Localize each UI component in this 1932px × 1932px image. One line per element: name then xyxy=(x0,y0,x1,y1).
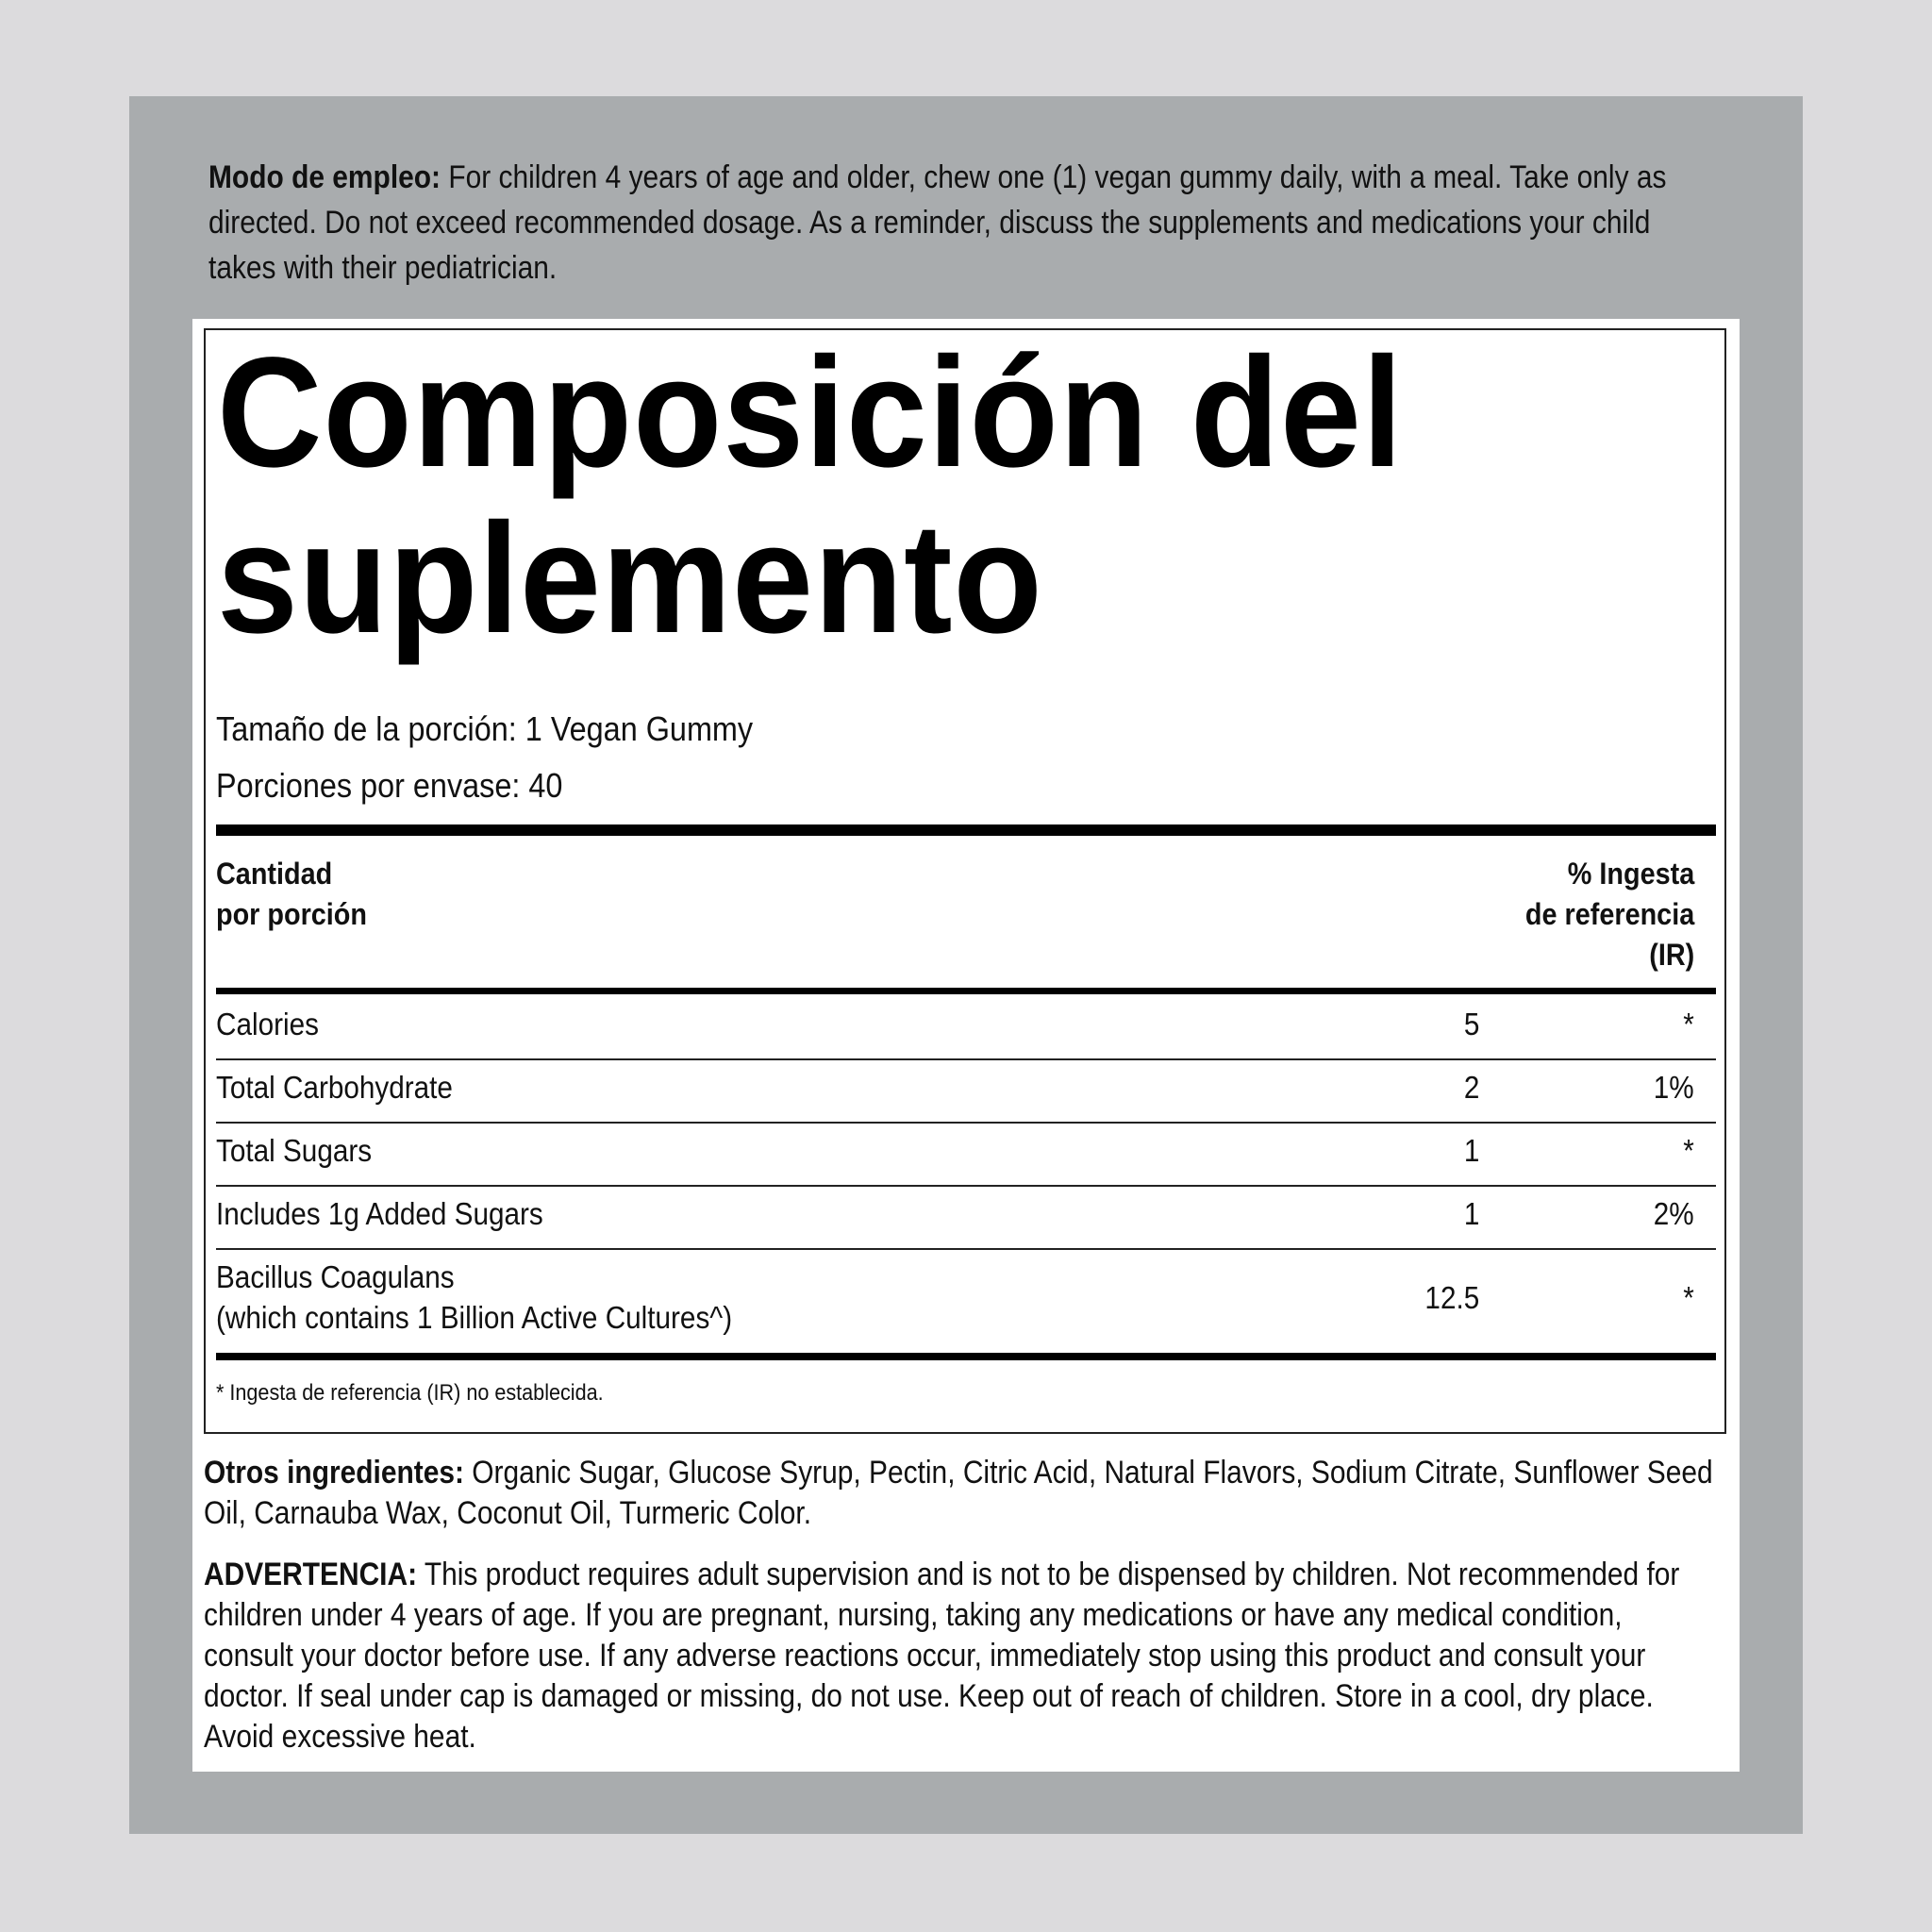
table-row-amount: 1 xyxy=(1463,1196,1479,1231)
other-ingredients-paragraph xyxy=(204,1453,1715,1534)
amount-header-line2: por porción xyxy=(216,897,367,931)
row-divider xyxy=(216,1185,1716,1187)
amount-per-serving-header xyxy=(216,854,367,935)
table-row-percent: * xyxy=(1683,1280,1694,1315)
other-ingredients-label: Otros ingredientes: xyxy=(204,1455,464,1491)
table-row-name: Includes 1g Added Sugars xyxy=(216,1196,543,1231)
table-row-percent: 2% xyxy=(1654,1196,1694,1231)
table-row-percent: * xyxy=(1683,1133,1694,1168)
directions-text: For children 4 years of age and older, chew one (1) vegan gummy daily, with a meal. Take only as directed. Do not exceed recommended dosage. As a reminder, discuss the supplements and medications your child takes with their pediatrician. xyxy=(208,159,1667,286)
table-row-amount: 5 xyxy=(1463,1007,1479,1041)
ri-header-line1: % Ingesta xyxy=(1567,857,1694,891)
facts-title xyxy=(217,325,1533,666)
table-row-percent: 1% xyxy=(1654,1070,1694,1105)
amount-header-line1: Cantidad xyxy=(216,857,333,891)
row-divider xyxy=(216,1248,1716,1250)
table-row-amount: 1 xyxy=(1463,1133,1479,1168)
row-divider xyxy=(216,1058,1716,1060)
table-row-name: Total Sugars xyxy=(216,1133,373,1168)
serving-size: Tamaño de la porción: 1 Vegan Gummy xyxy=(216,709,754,748)
ri-header-line2: de referencia xyxy=(1524,897,1694,931)
thick-divider-top xyxy=(216,824,1716,836)
directions-paragraph xyxy=(208,155,1720,291)
thick-divider-bottom xyxy=(216,1353,1716,1360)
table-row-percent: * xyxy=(1683,1007,1694,1041)
directions-label: Modo de empleo: xyxy=(208,159,441,195)
table-row-name-detail: (which contains 1 Billion Active Cultures^) xyxy=(216,1300,733,1335)
table-row-name: Calories xyxy=(216,1007,319,1041)
reference-intake-header xyxy=(1525,854,1694,975)
row-divider xyxy=(216,1122,1716,1124)
ri-header-line3: (IR) xyxy=(1649,938,1694,972)
facts-title-line2: suplemento xyxy=(217,491,1043,666)
warning-label: ADVERTENCIA: xyxy=(204,1557,418,1592)
warning-text: This product requires adult supervision and is not to be dispensed by children. Not recommended for children under 4 years of age. If you are pregnant, nursing, taking any medications or have any medical condition, consult your doctor before use. If any adverse reactions occur, immediately stop using this product and consult your doctor. If seal under cap is damaged or missing, do not use. Keep out of reach of children. Store in a cool, dry place. Avoid excessive heat. xyxy=(204,1557,1680,1755)
servings-per-container: Porciones por envase: 40 xyxy=(216,766,563,805)
table-row-amount: 2 xyxy=(1463,1070,1479,1105)
warning-paragraph xyxy=(204,1555,1715,1757)
facts-title-line1: Composición del xyxy=(217,325,1404,500)
table-row-name: Bacillus Coagulans xyxy=(216,1259,455,1294)
thick-divider-header xyxy=(216,988,1716,994)
footnote: * Ingesta de referencia (IR) no establecida. xyxy=(216,1380,604,1406)
table-row-name: Total Carbohydrate xyxy=(216,1070,453,1105)
other-ingredients-text: Organic Sugar, Glucose Syrup, Pectin, Citric Acid, Natural Flavors, Sodium Citrate, Sunflower Seed Oil, Carnauba Wax, Coconut Oil, Turmeric Color. xyxy=(204,1455,1713,1531)
table-row-amount: 12.5 xyxy=(1424,1280,1479,1315)
